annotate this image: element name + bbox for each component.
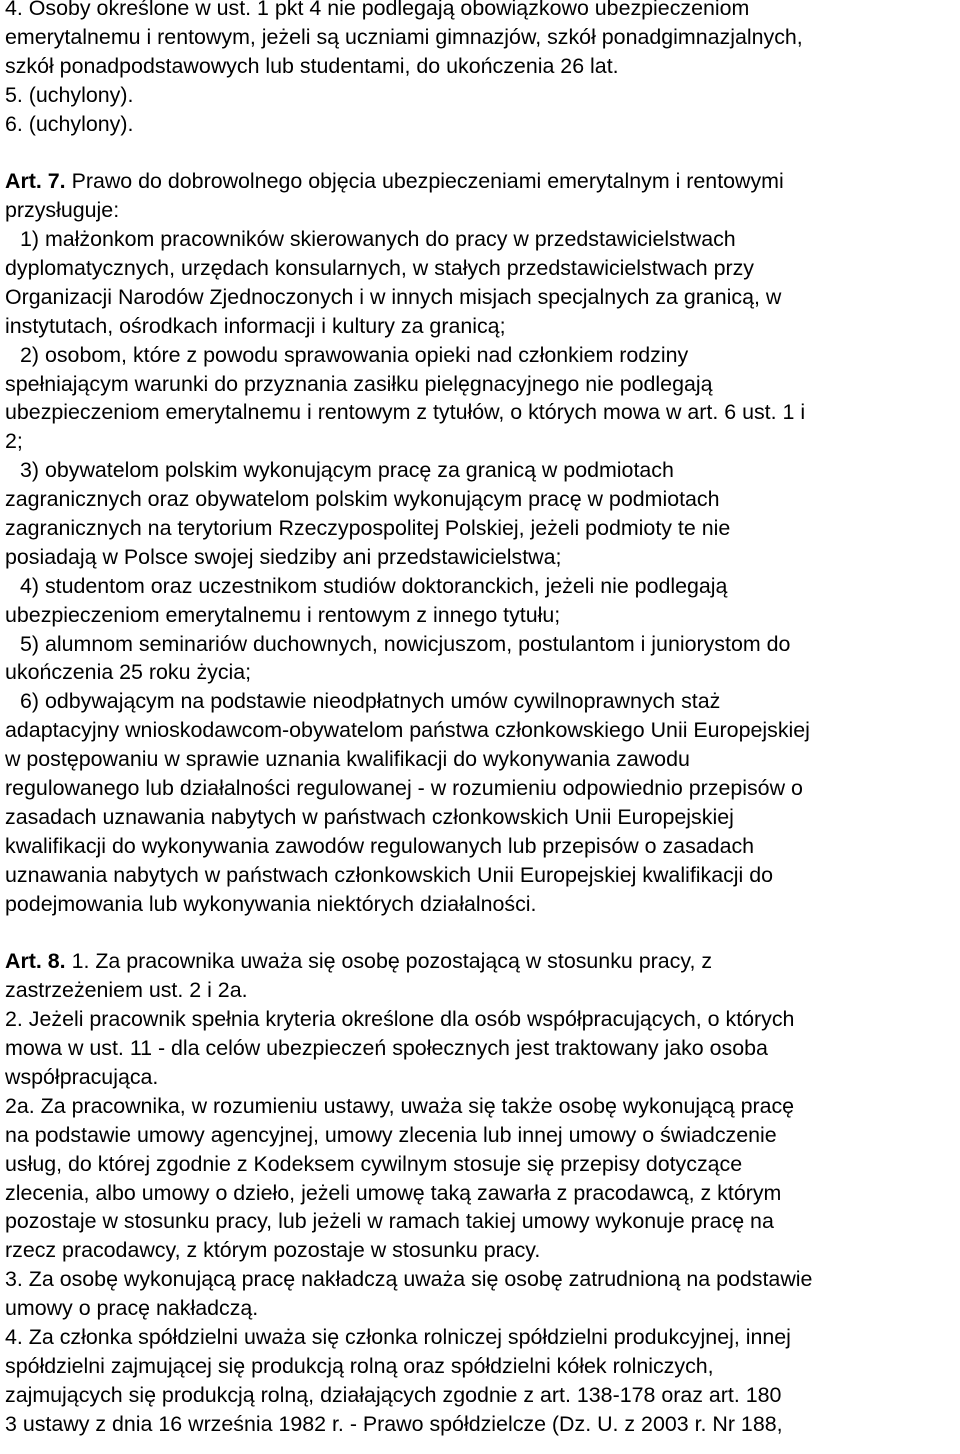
line-text: na podstawie umowy agencyjnej, umowy zlecenia lub innej umowy o świadczenie xyxy=(5,1122,777,1147)
blank-line xyxy=(5,919,955,948)
line-text: rzecz pracodawcy, z którym pozostaje w stosunku pracy. xyxy=(5,1238,541,1263)
text-line xyxy=(5,543,955,572)
text-line xyxy=(5,398,955,427)
text-line xyxy=(5,1063,955,1092)
line-text: 5) alumnom seminariów duchownych, nowicjuszom, postulantom i juniorystom do xyxy=(20,631,791,656)
text-line xyxy=(5,890,955,919)
line-text: 3) obywatelom polskim wykonującym pracę za granicą w podmiotach xyxy=(20,458,674,483)
list-item-line xyxy=(5,687,955,716)
line-text: 2a. Za pracownika, w rozumieniu ustawy, uważa się także osobę wykonującą pracę xyxy=(5,1093,795,1118)
line-text: 5. (uchylony). xyxy=(5,82,134,107)
list-item-line xyxy=(5,456,955,485)
line-text: spełniającym warunki do przyznania zasiłku pielęgnacyjnego nie podlegają xyxy=(5,371,713,396)
text-line xyxy=(5,52,955,81)
text-line xyxy=(5,1381,955,1410)
text-line xyxy=(5,283,955,312)
text-line xyxy=(5,1352,955,1381)
text-line xyxy=(5,1150,955,1179)
line-text: przysługuje: xyxy=(5,198,120,223)
line-text: spółdzielni zajmującej się produkcją rolną oraz spółdzielni kółek rolniczych, xyxy=(5,1353,714,1378)
list-item-line xyxy=(5,225,955,254)
text-line xyxy=(5,745,955,774)
article-heading-line xyxy=(5,167,955,196)
line-text: zastrzeżeniem ust. 2 i 2a. xyxy=(5,978,248,1003)
line-text: 2; xyxy=(5,429,23,454)
text-line xyxy=(5,1034,955,1063)
text-line xyxy=(5,861,955,890)
text-line xyxy=(5,803,955,832)
text-line xyxy=(5,832,955,861)
text-line xyxy=(5,370,955,399)
line-text: w postępowaniu w sprawie uznania kwalifikacji do wykonywania zawodu xyxy=(5,747,690,772)
line-text: umowy o pracę nakładczą. xyxy=(5,1296,259,1321)
article-number: Art. 8. xyxy=(5,949,66,974)
list-item-line xyxy=(5,341,955,370)
document-page xyxy=(5,0,955,1439)
article-heading-line xyxy=(5,947,955,976)
line-text: uznawania nabytych w państwach członkowskich Unii Europejskiej kwalifikacji do xyxy=(5,862,774,887)
text-line xyxy=(5,1179,955,1208)
line-text: 1) małżonkom pracowników skierowanych do pracy w przedstawicielstwach xyxy=(20,227,736,252)
text-line xyxy=(5,0,955,23)
text-line xyxy=(5,1005,955,1034)
line-text: zagranicznych na terytorium Rzeczypospolitej Polskiej, jeżeli podmioty te nie xyxy=(5,516,731,541)
line-text: Prawo do dobrowolnego objęcia ubezpieczeniami emerytalnym i rentowymi xyxy=(65,169,784,194)
line-text: szkół ponadpodstawowych lub studentami, do ukończenia 26 lat. xyxy=(5,53,619,78)
line-text: 4. Osoby określone w ust. 1 pkt 4 nie podlegają obowiązkowo ubezpieczeniom xyxy=(5,0,750,20)
line-text: kwalifikacji do wykonywania zawodów regulowanych lub przepisów o zasadach xyxy=(5,833,755,858)
line-text: zlecenia, albo umowy o dzieło, jeżeli umowę taką zawarła z pracodawcą, z którym xyxy=(5,1180,782,1205)
text-line xyxy=(5,658,955,687)
text-line xyxy=(5,485,955,514)
line-text: pozostaje w stosunku pracy, lub jeżeli w ramach takiej umowy wykonuje pracę na xyxy=(5,1209,774,1234)
line-text: usług, do której zgodnie z Kodeksem cywilnym stosuje się przepisy dotyczące xyxy=(5,1151,743,1176)
text-line xyxy=(5,1092,955,1121)
text-line xyxy=(5,514,955,543)
text-line xyxy=(5,1207,955,1236)
line-text: 3 ustawy z dnia 16 września 1982 r. - Prawo spółdzielcze (Dz. U. z 2003 r. Nr 188, xyxy=(5,1411,783,1436)
line-text: zajmujących się produkcją rolną, działających zgodnie z art. 138-178 oraz art. 180 xyxy=(5,1382,782,1407)
text-line xyxy=(5,976,955,1005)
line-text: posiadają w Polsce swojej siedziby ani przedstawicielstwa; xyxy=(5,544,562,569)
list-item-line xyxy=(5,572,955,601)
text-line xyxy=(5,774,955,803)
text-line xyxy=(5,312,955,341)
line-text: emerytalnemu i rentowym, jeżeli są uczniami gimnazjów, szkół ponadgimnazjalnych, xyxy=(5,24,803,49)
line-text: 1. Za pracownika uważa się osobę pozostającą w stosunku pracy, z xyxy=(65,949,713,974)
line-text: ubezpieczeniom emerytalnemu i rentowym z tytułów, o których mowa w art. 6 ust. 1 i xyxy=(5,400,806,425)
line-text: regulowanego lub działalności regulowanej - w rozumieniu odpowiednio przepisów o xyxy=(5,776,803,801)
blank-line xyxy=(5,138,955,167)
text-line xyxy=(5,1410,955,1439)
line-text: zasadach uznawania nabytych w państwach członkowskich Unii Europejskiej xyxy=(5,804,734,829)
text-line xyxy=(5,1236,955,1265)
line-text: dyplomatycznych, urzędach konsularnych, w stałych przedstawicielstwach przy xyxy=(5,256,754,281)
line-text: mowa w ust. 11 - dla celów ubezpieczeń społecznych jest traktowany jako osoba xyxy=(5,1036,768,1061)
text-line xyxy=(5,81,955,110)
list-item-line xyxy=(5,630,955,659)
line-text: podejmowania lub wykonywania niektórych działalności. xyxy=(5,891,537,916)
text-line xyxy=(5,110,955,139)
article-number: Art. 7. xyxy=(5,169,66,194)
line-text: 3. Za osobę wykonującą pracę nakładczą uważa się osobę zatrudnioną na podstawie xyxy=(5,1267,813,1292)
line-text: Organizacji Narodów Zjednoczonych i w innych misjach specjalnych za granicą, w xyxy=(5,284,782,309)
line-text: zagranicznych oraz obywatelom polskim wykonującym pracę w podmiotach xyxy=(5,487,720,512)
text-line xyxy=(5,1323,955,1352)
text-line xyxy=(5,23,955,52)
line-text: adaptacyjny wnioskodawcom-obywatelom państwa członkowskiego Unii Europejskiej xyxy=(5,718,810,743)
line-text: 2. Jeżeli pracownik spełnia kryteria określone dla osób współpracujących, o których xyxy=(5,1007,795,1032)
line-text: 6) odbywającym na podstawie nieodpłatnych umów cywilnoprawnych staż xyxy=(20,689,721,714)
text-line xyxy=(5,716,955,745)
text-line xyxy=(5,427,955,456)
line-text: ukończenia 25 roku życia; xyxy=(5,660,252,685)
text-line xyxy=(5,1265,955,1294)
line-text: 6. (uchylony). xyxy=(5,111,134,136)
text-line xyxy=(5,196,955,225)
line-text: 4. Za członka spółdzielni uważa się członka rolniczej spółdzielni produkcyjnej, innej xyxy=(5,1324,791,1349)
text-line xyxy=(5,1121,955,1150)
text-line xyxy=(5,1294,955,1323)
line-text: 4) studentom oraz uczestnikom studiów doktoranckich, jeżeli nie podlegają xyxy=(20,573,728,598)
line-text: współpracująca. xyxy=(5,1064,159,1089)
line-text: instytutach, ośrodkach informacji i kultury za granicą; xyxy=(5,313,506,338)
text-line xyxy=(5,254,955,283)
line-text: 2) osobom, które z powodu sprawowania opieki nad członkiem rodziny xyxy=(20,342,689,367)
text-line xyxy=(5,601,955,630)
line-text: ubezpieczeniom emerytalnemu i rentowym z innego tytułu; xyxy=(5,602,561,627)
